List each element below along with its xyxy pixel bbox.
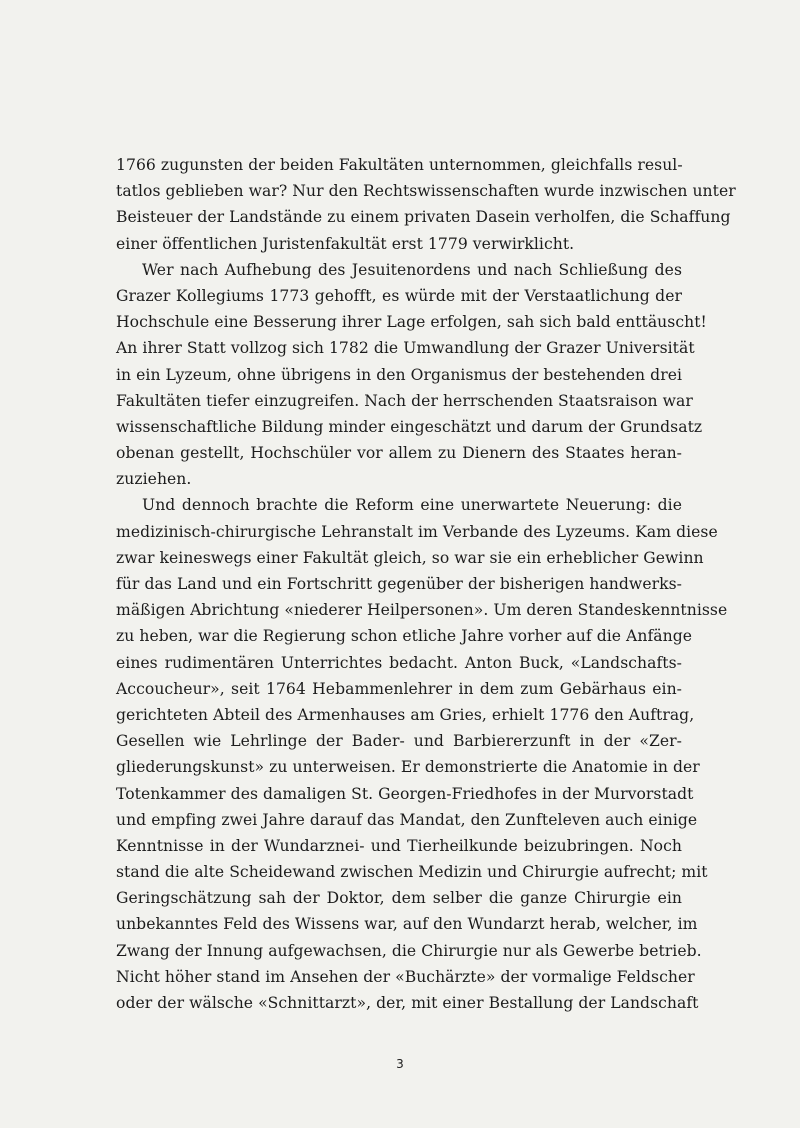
text-line: tatlos geblieben war? Nur den Rechtswissenschaften wurde inzwischen unter (116, 182, 736, 201)
text-line: An ihrer Statt vollzog sich 1782 die Umwandlung der Grazer Universität (116, 339, 695, 358)
text-line: für das Land und ein Fortschritt gegenüber der bisherigen handwerks- (116, 575, 682, 593)
text-line: Hochschule eine Besserung ihrer Lage erfolgen, sah sich bald enttäuscht! (116, 313, 707, 332)
text-line: Nicht höher stand im Ansehen der «Buchärzte» der vormalige Feldscher (116, 967, 695, 986)
text-line: Gesellen wie Lehrlinge der Bader- und Barbiererzunft in der «Zer- (116, 732, 682, 751)
text-line: zu heben, war die Regierung schon etliche Jahre vorher auf die Anfänge (116, 627, 693, 646)
text-line: Totenkammer des damaligen St. Georgen-Friedhofes in der Murvorstadt (116, 784, 694, 803)
text-line: Beisteuer der Landstände zu einem privaten Dasein verholfen, die Schaffung (116, 208, 731, 227)
text-line: oder der wälsche «Schnittarzt», der, mit einer Bestallung der Landschaft (116, 994, 699, 1012)
text-line: Accoucheur», seit 1764 Hebammenlehrer in dem zum Gebärhaus ein- (116, 679, 682, 698)
text-line: medizinisch-chirurgische Lehranstalt im Verbande des Lyzeums. Kam diese (116, 522, 718, 541)
text-line: Wer nach Aufhebung des Jesuitenordens und nach Schließung des (142, 260, 682, 279)
paragraph-1 (116, 152, 736, 257)
text-line: unbekanntes Feld des Wissens war, auf den Wundarzt herab, welcher, im (116, 915, 698, 934)
text-line: Geringschätzung sah der Doktor, dem selber die ganze Chirurgie ein (116, 889, 682, 908)
text-line: zuziehen. (116, 470, 192, 489)
text-line: Und dennoch brachte die Reform eine unerwartete Neuerung: die (142, 496, 682, 515)
text-line: eines rudimentären Unterrichtes bedacht. Anton Buck, «Landschafts- (116, 653, 682, 672)
text-line: Zwang der Innung aufgewachsen, die Chirurgie nur als Gewerbe betrieb. (116, 941, 702, 960)
text-line: in ein Lyzeum, ohne übrigens in den Organismus der bestehenden drei (116, 365, 683, 384)
text-line: mäßigen Abrichtung «niederer Heilpersonen». Um deren Standeskenntnisse (116, 601, 728, 620)
text-line: zwar keineswegs einer Fakultät gleich, so war sie ein erheblicher Gewinn (116, 548, 704, 567)
text-line: 1766 zugunsten der beiden Fakultäten unternommen, gleichfalls resul- (116, 156, 683, 174)
text-line: gerichteten Abteil des Armenhauses am Gries, erhielt 1776 den Auftrag, (116, 705, 695, 724)
text-line: stand die alte Scheidewand zwischen Medizin und Chirurgie aufrecht; mit (116, 863, 708, 882)
paragraph-3 (116, 492, 728, 1016)
text-line: gliederungskunst» zu unterweisen. Er demonstrierte die Anatomie in der (116, 758, 700, 777)
text-line: Grazer Kollegiums 1773 gehofft, es würde mit der Verstaatlichung der (116, 286, 682, 305)
text-line: Kenntnisse in der Wundarznei- und Tierheilkunde beizubringen. Noch (116, 836, 682, 855)
text-line: obenan gestellt, Hochschüler vor allem zu Dienern des Staates heran- (116, 444, 682, 463)
paragraph-2 (116, 257, 707, 493)
text-line: wissenschaftliche Bildung minder eingeschätzt und darum der Grundsatz (116, 417, 703, 436)
page-number: 3 (396, 1057, 404, 1071)
text-line: einer öffentlichen Juristenfakultät erst 1779 verwirklicht. (116, 234, 575, 253)
text-line: und empfing zwei Jahre darauf das Mandat, den Zunfteleven auch einige (116, 810, 698, 829)
text-line: Fakultäten tiefer einzugreifen. Nach der herrschenden Staatsraison war (116, 391, 693, 410)
